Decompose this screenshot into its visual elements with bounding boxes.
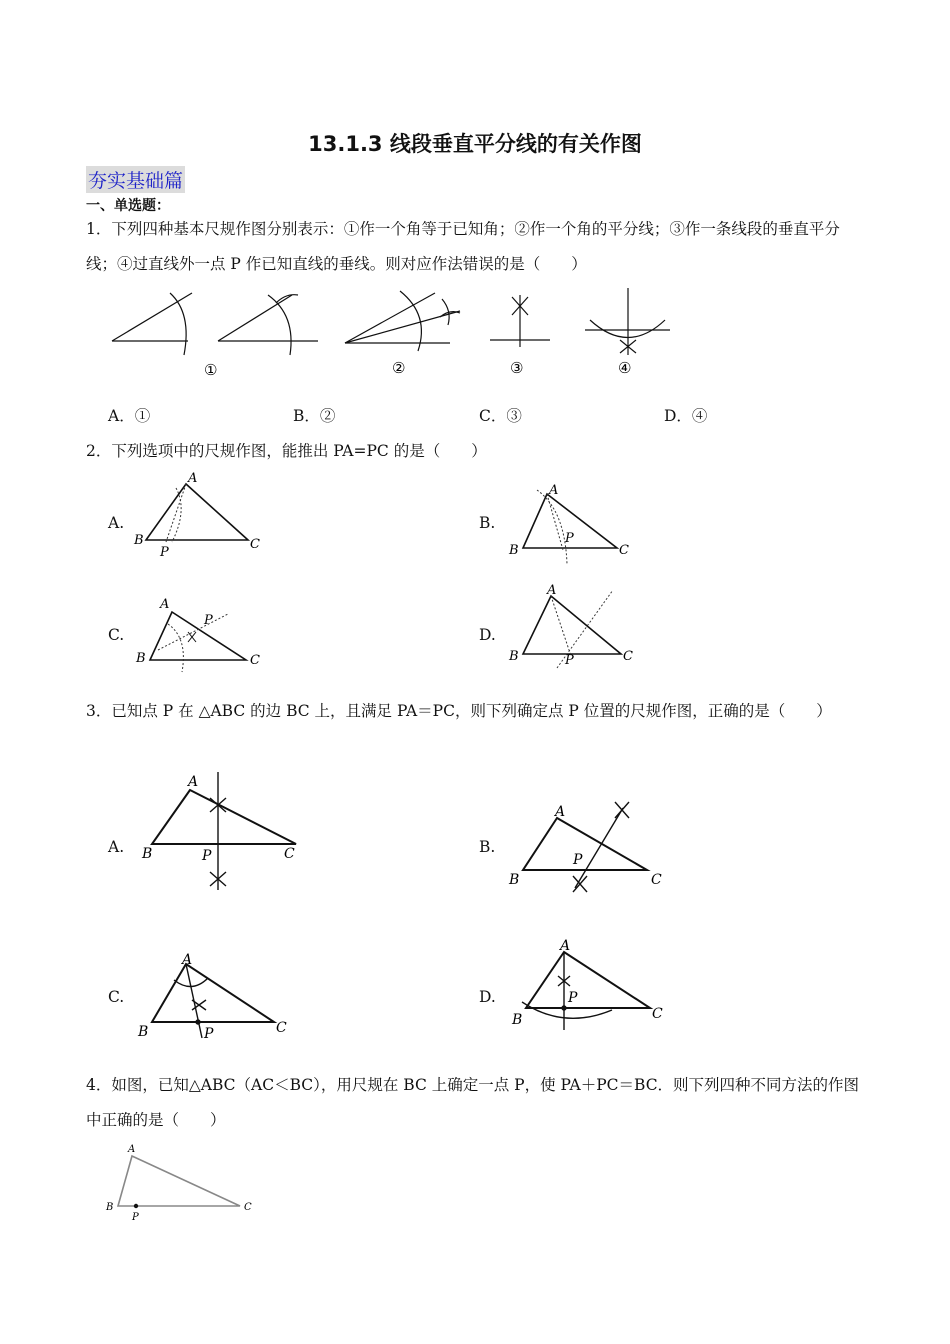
q2b-arc: [537, 490, 567, 564]
q2c-label-b: B: [136, 651, 146, 666]
q3b-label-c: C: [651, 872, 662, 888]
q2a-label-c: C: [250, 537, 260, 552]
q2d-label-b: B: [509, 649, 519, 664]
q2a-label-p: P: [160, 545, 169, 560]
q2c-label-a: A: [160, 597, 170, 612]
q3b-label-b: B: [509, 872, 520, 888]
q1-option-d[interactable]: D．④: [664, 407, 708, 425]
q4-label-a: A: [128, 1144, 136, 1155]
q3a-label-b: B: [142, 846, 153, 862]
q1-fig2-arc: [400, 291, 421, 351]
q2b-label-a: A: [549, 483, 559, 498]
q2b-label-b: B: [509, 543, 519, 558]
q2-option-b[interactable]: B.: [479, 514, 496, 532]
q1-fig1b-ray: [218, 295, 292, 341]
page-title: 13.1.3 线段垂直平分线的有关作图: [308, 132, 642, 156]
q2c-label-p: P: [204, 613, 213, 628]
q3b-cross-top: [615, 802, 629, 818]
question-1-text: 1．下列四种基本尺规作图分别表示：①作一个角等于已知角；②作一个角的平分线；③作一条线段的垂直平分线；④过直线外一点 P 作已知直线的垂线。则对应作法错误的是（ ）: [86, 220, 840, 273]
q4-point-p: [134, 1204, 138, 1208]
q2c-label-c: C: [250, 653, 260, 668]
q2d-label-c: C: [623, 649, 633, 664]
q3c-cross: [192, 1000, 206, 1010]
q2a-dashed-pa: [166, 484, 186, 542]
q4-figure: [100, 1138, 270, 1223]
q2d-triangle: [523, 596, 621, 654]
q1-option-b[interactable]: B．②: [293, 407, 336, 425]
q3c-point-p: [196, 1020, 200, 1024]
q1-fig1a-ray: [112, 293, 192, 341]
q4-label-c: C: [244, 1202, 252, 1213]
q4-triangle: [118, 1156, 240, 1206]
q3-figure-c: [134, 950, 304, 1045]
subsection-heading: 一、单选题：: [86, 198, 170, 214]
q3c-label-a: A: [182, 952, 193, 968]
q1-fig1b-arc2: [276, 295, 298, 303]
q3d-label-c: C: [652, 1006, 663, 1022]
q1-option-c[interactable]: C．③: [479, 407, 522, 425]
question-3-text: 3．已知点 P 在 △ABC 的边 BC 上，且满足 PA＝PC，则下列确定点 P 位置的尺规作图，正确的是（ ）: [86, 702, 832, 720]
q3a-label-c: C: [284, 846, 295, 862]
q2d-label-a: A: [547, 583, 557, 598]
q2-option-c[interactable]: C.: [108, 626, 125, 644]
q2c-triangle: [150, 612, 246, 660]
q2c-arc: [168, 624, 183, 672]
q3d-arc: [522, 1002, 612, 1018]
q3d-label-a: A: [560, 938, 571, 954]
q2a-label-b: B: [134, 533, 144, 548]
q1-fig2-cross: [440, 299, 460, 325]
q3d-triangle: [526, 952, 650, 1008]
q3-option-b[interactable]: B.: [479, 838, 496, 856]
q3b-triangle: [523, 818, 647, 870]
q1-fig-label-3: ③: [510, 359, 524, 377]
q1-fig1a-arc: [170, 293, 186, 355]
q3c-label-p: P: [204, 1026, 214, 1042]
q3-option-d[interactable]: D.: [479, 988, 496, 1006]
q3b-label-p: P: [573, 852, 583, 868]
q2-figure-a: [132, 470, 272, 560]
q3d-label-p: P: [568, 990, 578, 1006]
q2-figure-b: [505, 480, 645, 565]
q2-figure-c: [132, 594, 272, 674]
q3c-triangle: [152, 964, 274, 1022]
q3b-perp-line: [575, 808, 623, 888]
section-tag: 夯实基础篇: [86, 166, 185, 193]
q3c-label-b: B: [138, 1024, 149, 1040]
q1-fig-label-2: ②: [392, 359, 406, 377]
q1-fig2-bisector: [345, 311, 460, 343]
q3c-label-c: C: [276, 1020, 287, 1036]
question-4-text: 4．如图，已知△ABC（AC＜BC），用尺规在 BC 上确定一点 P，使 PA＋PC＝BC．则下列四种不同方法的作图中正确的是（ ）: [86, 1076, 860, 1129]
question-2-text: 2．下列选项中的尺规作图，能推出 PA=PC 的是（ ）: [86, 442, 487, 460]
q3-figure-a: [138, 768, 308, 893]
q3b-label-a: A: [555, 804, 566, 820]
q3a-triangle: [152, 790, 296, 844]
q2-option-a[interactable]: A.: [108, 514, 125, 532]
q1-option-a[interactable]: A．①: [108, 407, 151, 425]
q3a-label-a: A: [188, 774, 199, 790]
q4-label-p: P: [132, 1212, 139, 1223]
q1-fig-label-4: ④: [618, 359, 632, 377]
q1-fig1b-arc: [268, 295, 291, 355]
q3d-point-p: [562, 1006, 566, 1010]
q3-figure-d: [508, 934, 678, 1034]
q3-option-a[interactable]: A.: [108, 838, 125, 856]
q4-label-b: B: [106, 1202, 114, 1213]
q2a-label-a: A: [188, 471, 198, 486]
q2d-label-p: P: [565, 653, 574, 668]
q2-figure-d: [505, 580, 645, 670]
q3a-label-p: P: [202, 848, 212, 864]
q3-figure-b: [505, 796, 675, 896]
q1-figure: [100, 285, 700, 380]
q2-option-d[interactable]: D.: [479, 626, 496, 644]
q2b-label-p: P: [565, 531, 574, 546]
q2c-cross-mark: [188, 632, 196, 642]
q2b-label-c: C: [619, 543, 629, 558]
q2a-triangle: [146, 484, 248, 540]
q3-option-c[interactable]: C.: [108, 988, 125, 1006]
q3d-label-b: B: [512, 1012, 523, 1028]
q1-fig-label-1: ①: [204, 361, 218, 379]
